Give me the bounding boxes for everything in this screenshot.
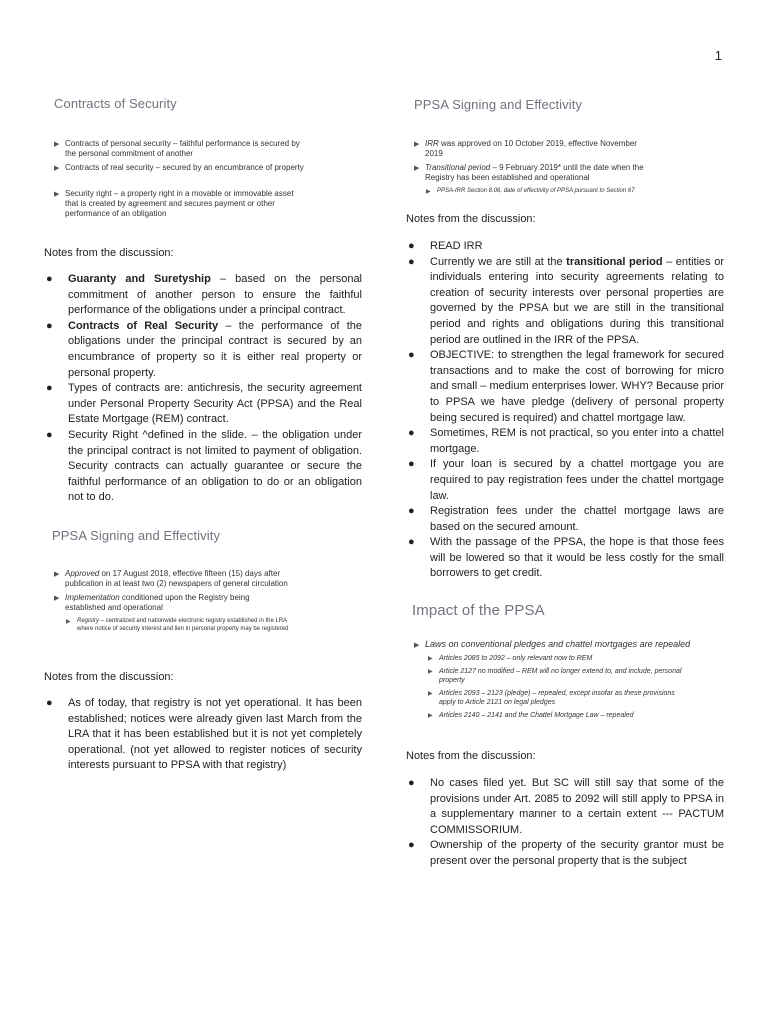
triangle-bullet-icon: ▶ — [54, 141, 60, 148]
triangle-bullet-icon: ▶ — [428, 656, 433, 663]
slide-bullet: ▶ Transitional period – 9 February 2019* until the date when the Registry has been established and operational — [414, 163, 644, 182]
slide-title: PPSA Signing and Effectivity — [52, 527, 221, 543]
slide-sub-bullet: ▶ Registry – centralized and nationwide electronic registry established in the LRA where notice of security interest and lien in personal property may be registered — [66, 617, 289, 632]
notes-heading: Notes from the discussion: — [406, 213, 536, 225]
note-item: ● Guaranty and Suretyship – based on the personal commitment of another person to ensure the faithful performance of the obligations under a principal contract. — [46, 273, 363, 317]
triangle-bullet-icon: ▶ — [54, 191, 60, 198]
bullet-dot-icon: ● — [408, 255, 415, 268]
bullet-dot-icon: ● — [408, 427, 415, 440]
note-item: ● Sometimes, REM is not practical, so you enter into a chattel mortgage. — [408, 427, 724, 455]
triangle-bullet-icon: ▶ — [414, 165, 420, 172]
bullet-dot-icon: ● — [46, 382, 53, 395]
bullet-dot-icon: ● — [46, 696, 53, 709]
bullet-dot-icon: ● — [408, 839, 415, 852]
triangle-bullet-icon: ▶ — [54, 570, 60, 578]
slide-sub-bullet: ▶ Articles 2085 to 2092 – only relevant now to REM — [428, 655, 593, 663]
note-item: ● As of today, that registry is not yet operational. It has been established; notices were already given last March from the LRA that it has been established but it is not yet completely operational. (not yet allowed to register notices of security interests pursuant to PPSA with that registry) — [46, 696, 362, 772]
slide-bullet-list — [412, 639, 692, 720]
slide-title: Impact of the PPSA — [412, 602, 545, 620]
slide-bullet: ▶ Contracts of real security – secured by an encumbrance of property — [54, 163, 304, 172]
slide-ppsa-signing-irr — [406, 97, 724, 195]
triangle-bullet-icon: ▶ — [426, 189, 431, 195]
slide-bullet: ▶ Contracts of personal security – faithful performance is secured by the personal commitment of another — [54, 139, 300, 158]
slide-contracts-of-security — [44, 96, 362, 219]
triangle-bullet-icon: ▶ — [428, 691, 433, 698]
notes-list — [44, 272, 362, 506]
slide-title: Contracts of Security — [54, 96, 177, 111]
triangle-bullet-icon: ▶ — [428, 669, 433, 676]
slide-bullet: ▶ Security right – a property right in a movable or immovable asset that is created by agreement and secures payment or other performance of an obligation — [54, 189, 294, 218]
bullet-dot-icon: ● — [46, 319, 53, 332]
bullet-dot-icon: ● — [408, 777, 415, 790]
note-item: ● No cases filed yet. But SC will still say that some of the provisions under Art. 2085 to 2092 will still apply to PPSA in a supplementary manner to a certain extent --- PACTUM COMMISSORIUM. — [408, 777, 724, 836]
bullet-dot-icon: ● — [408, 349, 415, 362]
notes-list — [44, 696, 362, 774]
slide-bullet: ▶ Approved on 17 August 2018, effective fifteen (15) days after publication in at least two (2) newspapers of general circulation — [54, 568, 288, 588]
slide-impact-of-ppsa — [406, 602, 724, 720]
triangle-bullet-icon: ▶ — [66, 618, 71, 625]
left-column — [44, 0, 362, 774]
slide-bullet-list — [52, 139, 308, 219]
notes-heading: Notes from the discussion: — [406, 750, 536, 763]
notes-heading: Notes from the discussion: — [44, 247, 174, 259]
bullet-dot-icon: ● — [408, 505, 415, 518]
slide-bullet-list — [412, 139, 648, 195]
slide-sub-bullet: ▶ Articles 2140 – 2141 and the Chattel Mortgage Law – repealed — [428, 712, 634, 720]
note-item: ● Types of contracts are: antichresis, the security agreement under Personal Property Security Act (PPSA) and the Real Estate Mortgage (REM) contract. — [46, 382, 362, 426]
slide-title: PPSA Signing and Effectivity — [414, 97, 583, 112]
slide-sub-bullet: ▶ Articles 2093 – 2123 (pledge) – repealed, except insofar as these provisions apply to Article 2121 on legal pledges — [428, 690, 675, 707]
triangle-bullet-icon: ▶ — [54, 165, 60, 172]
slide-bullet: ▶ Implementation conditioned upon the Registry being established and operational — [54, 592, 250, 612]
slide-sub-bullet: ▶ Article 2127 no modified – REM will no longer extend to, and include, personal property — [428, 668, 682, 685]
right-column — [406, 0, 724, 870]
slide-ppsa-signing — [44, 528, 362, 633]
note-item: ● Contracts of Real Security – the performance of the obligations under the principal contract is secured by an encumbrance of property so it is either real property or personal property. — [46, 319, 362, 379]
slide-sub-bullet: ▶ PPSA-IRR Section 8.06, date of effectivity of PPSA pursuant to Section 67 — [426, 188, 635, 195]
note-item: ● Registration fees under the chattel mortgage laws are based on the secured amount. — [408, 505, 724, 533]
bullet-dot-icon: ● — [46, 428, 53, 441]
notes-list — [406, 239, 724, 582]
slide-bullet-list — [52, 569, 292, 633]
bullet-dot-icon: ● — [408, 240, 415, 252]
triangle-bullet-icon: ▶ — [428, 713, 433, 720]
triangle-bullet-icon: ▶ — [414, 141, 420, 148]
bullet-dot-icon: ● — [46, 273, 53, 285]
note-item: ● Security Right ^defined in the slide. – the obligation under the principal contract is not limited to payment of obligation. Security contracts can actually guarantee or secure the faithful performance of an obligation to do or an obligation not to do. — [46, 428, 362, 504]
note-item: ● If your loan is secured by a chattel mortgage you are required to pay registration fees under the chattel mortgage law. — [408, 458, 724, 502]
notes-heading: Notes from the discussion: — [44, 670, 174, 683]
note-item: ● Currently we are still at the transitional period – entities or individuals entering into security agreements relating to creation of security interests over personal properties are governed by the PPSA but we are still in the transitional period and rights and obligations during this transitional period are outlined in the IRR of the PPSA. — [408, 255, 724, 346]
note-item: ● Ownership of the property of the security grantor must be present over the personal property that is the subject — [408, 839, 724, 868]
bullet-dot-icon: ● — [408, 536, 415, 549]
triangle-bullet-icon: ▶ — [414, 642, 420, 650]
slide-bullet: ▶ Laws on conventional pledges and chattel mortgages are repealed — [414, 639, 691, 650]
triangle-bullet-icon: ▶ — [54, 594, 60, 602]
bullet-dot-icon: ● — [408, 458, 415, 471]
note-item: ● With the passage of the PPSA, the hope is that those fees will be lowered so that it would be less costly for the small borrowers to get credit. — [408, 536, 724, 580]
note-item: ● OBJECTIVE: to strengthen the legal framework for secured transactions and to make the cost of borrowing for micro and small – medium enterprises lower. WHY? Because prior to PPSA we have pledge (delivery of personal property being secured is required) and chattel mortgage law. — [408, 349, 724, 424]
note-item: ● READ IRR — [406, 239, 724, 255]
page-number: 1 — [714, 48, 722, 63]
notes-list — [406, 776, 724, 870]
slide-bullet: ▶ IRR was approved on 10 October 2019, effective November 2019 — [414, 139, 637, 158]
